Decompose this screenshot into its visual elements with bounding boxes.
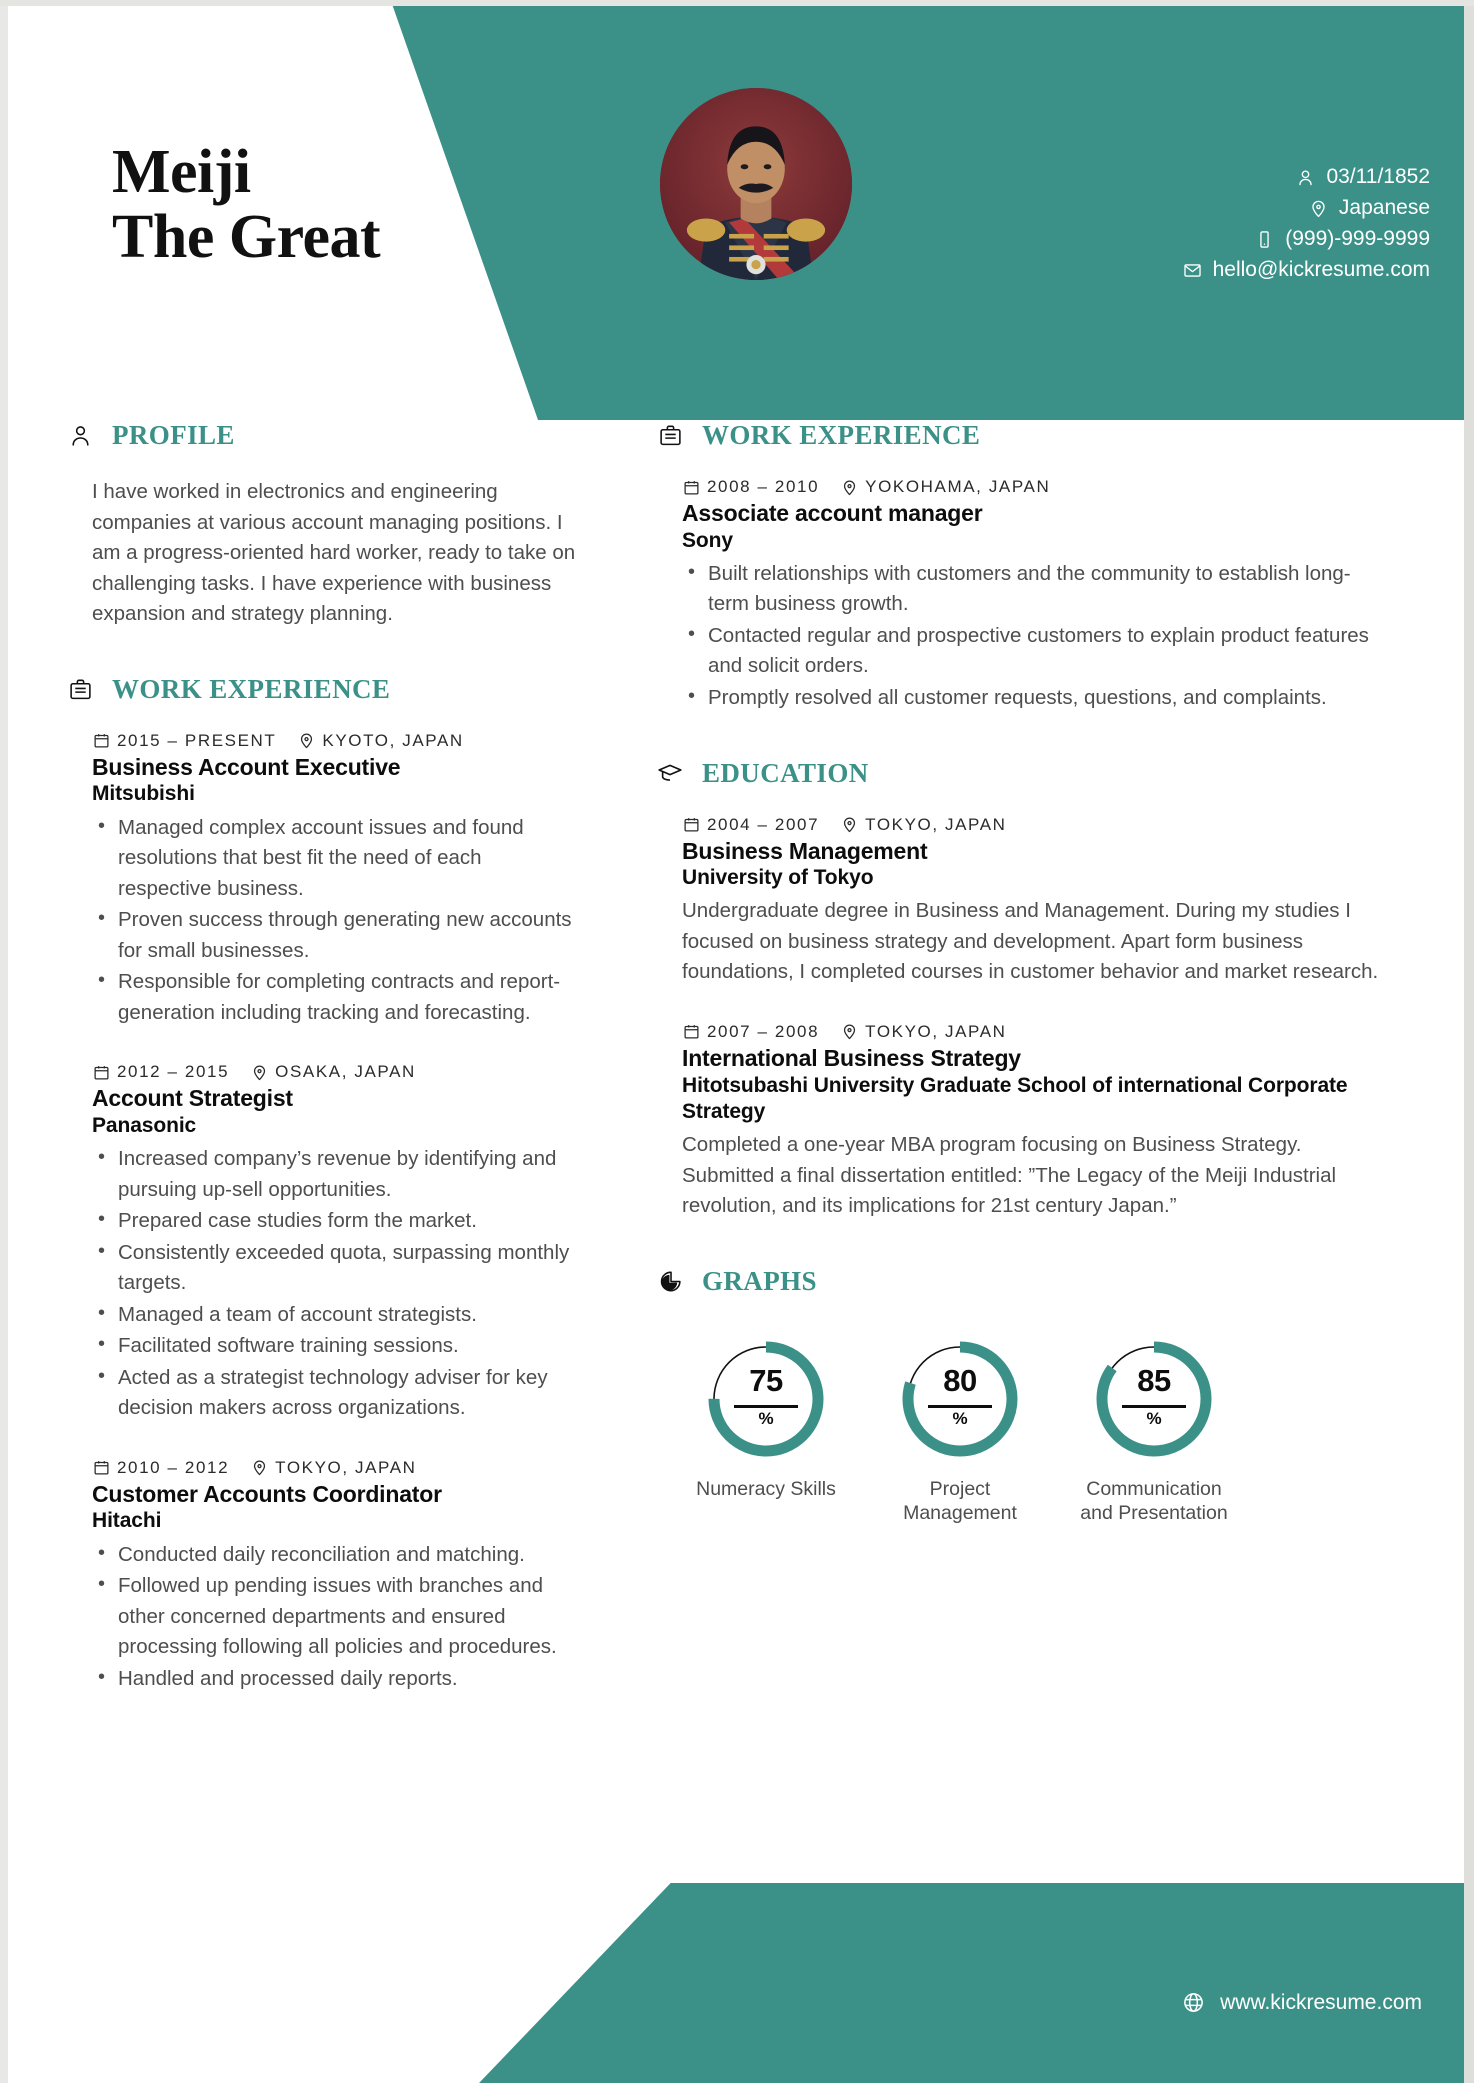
location-pin-icon <box>840 1023 858 1041</box>
work-entry-bullets <box>682 559 1390 714</box>
location-pin-icon <box>840 478 858 496</box>
list-item: • Acted as a strategist technology adviser for key decision makers across organizations. <box>92 1363 576 1424</box>
list-item: • Built relationships with customers and the community to establish long-term business growth. <box>682 559 1390 620</box>
section-graphs <box>656 1266 1390 1525</box>
donut-chart <box>898 1337 1022 1461</box>
graph-item <box>876 1337 1044 1525</box>
list-item: • Facilitated software training sessions. <box>92 1331 576 1362</box>
work-entry-role: Business Account Executive <box>92 753 401 780</box>
calendar-icon <box>682 816 700 834</box>
person-icon <box>66 422 94 450</box>
donut-chart <box>704 1337 828 1461</box>
donut-divider <box>1122 1405 1186 1408</box>
education-entry-dates: 2004 – 2007 <box>707 814 820 834</box>
work-entry-role: Account Strategist <box>92 1085 293 1112</box>
contact-email-value: hello@kickresume.com <box>1212 257 1430 281</box>
work-entry <box>656 477 1390 714</box>
work-entry <box>66 1062 576 1424</box>
resume-header <box>0 0 1474 420</box>
location-pin-icon <box>840 816 858 834</box>
section-heading-work-experience-left <box>66 674 576 705</box>
donut-divider <box>734 1405 798 1408</box>
contact-phone-value: (999)-999-9999 <box>1285 226 1430 250</box>
work-entry <box>66 1458 576 1695</box>
graph-label: Numeracy Skills <box>696 1477 836 1500</box>
page-edge-top <box>0 0 1474 6</box>
section-heading-graphs <box>656 1266 1390 1297</box>
education-entry-degree: Business Management <box>682 837 928 864</box>
contact-block <box>1182 162 1430 285</box>
section-title-education: EDUCATION <box>702 757 869 788</box>
calendar-icon <box>682 478 700 496</box>
footer-website-url: www.kickresume.com <box>1220 1991 1422 2014</box>
education-entry-meta <box>682 815 1390 835</box>
donut-value: 85 <box>1137 1362 1171 1398</box>
section-heading-work-experience-right <box>656 420 1390 451</box>
list-item: • Promptly resolved all customer requests, questions, and complaints. <box>682 683 1390 714</box>
contact-nationality-value: Japanese <box>1338 195 1430 219</box>
candidate-name <box>112 140 380 270</box>
page-edge-left <box>0 0 8 2083</box>
list-item: • Responsible for completing contracts and report-generation including tracking and forecasting. <box>92 967 576 1028</box>
briefcase-icon <box>66 675 94 703</box>
education-entry-location: TOKYO, JAPAN <box>865 814 1007 834</box>
graduation-cap-icon <box>656 759 684 787</box>
right-column <box>600 420 1474 1738</box>
work-entry <box>66 731 576 1029</box>
profile-text: I have worked in electronics and engineering companies at various account managing positions. I am a progress-oriented hard worker, ready to take on challenging tasks. I have experience with business expansion and strategy planning. <box>92 480 576 626</box>
work-entry-org: Sony <box>682 528 733 552</box>
education-entry <box>656 815 1390 988</box>
list-item: • Increased company’s revenue by identifying and pursuing up-sell opportunities. <box>92 1144 576 1205</box>
work-entry-meta <box>92 1458 576 1478</box>
work-entry-org: Hitachi <box>92 1509 162 1533</box>
work-entry-org: Mitsubishi <box>92 782 195 806</box>
work-entry-dates: 2010 – 2012 <box>117 1457 230 1477</box>
donut-unit: % <box>1146 1408 1162 1428</box>
location-pin-icon <box>297 732 315 750</box>
education-entry-school: Hitotsubashi University Graduate School of international Corporate Strategy <box>682 1073 1348 1123</box>
left-column <box>0 420 600 1738</box>
list-item: • Contacted regular and prospective customers to explain product features and solicit orders. <box>682 621 1390 682</box>
education-entry-description: Undergraduate degree in Business and Management. During my studies I focused on business strategy and development. Apart form business foundations, I completed courses in customer behavior and market research. <box>682 899 1379 984</box>
section-heading-profile <box>66 420 576 451</box>
calendar-icon <box>92 1459 110 1477</box>
section-title-work-experience-left: WORK EXPERIENCE <box>112 673 391 704</box>
contact-email[interactable] <box>1182 255 1430 286</box>
section-profile <box>66 420 576 630</box>
donut-value: 80 <box>943 1362 977 1398</box>
work-entry-bullets <box>92 1540 576 1695</box>
graph-item <box>1070 1337 1238 1525</box>
work-entry-bullets <box>92 1144 576 1424</box>
graphs-row <box>656 1323 1390 1525</box>
list-item: • Handled and processed daily reports. <box>92 1664 576 1695</box>
calendar-icon <box>682 1023 700 1041</box>
briefcase-icon <box>656 422 684 450</box>
graph-item <box>682 1337 850 1525</box>
education-entry-school: University of Tokyo <box>682 866 874 890</box>
first-name: Meiji <box>112 138 251 206</box>
education-entry-location: TOKYO, JAPAN <box>865 1021 1007 1041</box>
education-entry-dates: 2007 – 2008 <box>707 1021 820 1041</box>
section-title-profile: PROFILE <box>112 420 235 450</box>
contact-nationality <box>1182 193 1430 224</box>
location-pin-icon <box>250 1063 268 1081</box>
work-entry-meta <box>682 477 1390 497</box>
education-entry <box>656 1022 1390 1222</box>
work-entry-location: KYOTO, JAPAN <box>322 730 464 750</box>
phone-icon <box>1254 229 1275 250</box>
list-item: • Prepared case studies form the market. <box>92 1206 576 1237</box>
section-work-experience-left <box>66 674 576 1695</box>
work-entry-meta <box>92 731 576 751</box>
list-item: • Managed a team of account strategists. <box>92 1300 576 1331</box>
globe-icon <box>1182 1991 1206 2015</box>
list-item: • Proven success through generating new accounts for small businesses. <box>92 905 576 966</box>
resume-body <box>0 420 1474 1738</box>
location-pin-icon <box>250 1459 268 1477</box>
pie-chart-icon <box>656 1267 684 1295</box>
list-item: • Followed up pending issues with branches and other concerned departments and ensured processing following all policies and procedures. <box>92 1571 576 1663</box>
education-entry-description: Completed a one-year MBA program focusing on Business Strategy. Submitted a final dissertation entitled: ”The Legacy of the Meiji Industrial revolution, and its implications for 21st century Japan.” <box>682 1133 1337 1218</box>
section-title-graphs: GRAPHS <box>702 1265 817 1296</box>
location-pin-icon <box>1308 198 1329 219</box>
education-entry-meta <box>682 1022 1390 1042</box>
envelope-icon <box>1182 260 1203 281</box>
contact-birthdate <box>1182 162 1430 193</box>
work-entry-role: Customer Accounts Coordinator <box>92 1480 442 1507</box>
avatar <box>660 88 852 280</box>
education-entry-degree: International Business Strategy <box>682 1044 1021 1071</box>
donut-value: 75 <box>749 1362 783 1398</box>
contact-birthdate-value: 03/11/1852 <box>1326 165 1430 188</box>
last-name: The Great <box>112 203 381 272</box>
footer-website[interactable] <box>1182 1991 1422 2015</box>
calendar-icon <box>92 1063 110 1081</box>
page-edge-right <box>1464 0 1474 2083</box>
work-entry-location: OSAKA, JAPAN <box>275 1062 416 1082</box>
work-entry-dates: 2008 – 2010 <box>707 477 820 496</box>
donut-unit: % <box>952 1408 968 1428</box>
section-work-experience-right <box>656 420 1390 714</box>
list-item: • Consistently exceeded quota, surpassing monthly targets. <box>92 1238 576 1299</box>
work-entry-meta <box>92 1062 576 1082</box>
calendar-icon <box>92 732 110 750</box>
graph-label: Communication and Presentation <box>1080 1477 1228 1524</box>
work-entry-bullets <box>92 813 576 1029</box>
footer-teal-shape <box>0 1883 1474 2083</box>
work-entry-org: Panasonic <box>92 1113 197 1137</box>
graph-label: Project Management <box>903 1477 1017 1524</box>
list-item: • Conducted daily reconciliation and matching. <box>92 1540 576 1571</box>
list-item: • Managed complex account issues and found resolutions that best fit the need of each respective business. <box>92 813 576 905</box>
work-entry-role: Associate account manager <box>682 500 983 526</box>
person-icon <box>1295 167 1316 188</box>
donut-chart <box>1092 1337 1216 1461</box>
section-heading-education <box>656 758 1390 789</box>
section-title-work-experience-right: WORK EXPERIENCE <box>702 420 981 450</box>
section-education <box>656 758 1390 1222</box>
work-entry-location: TOKYO, JAPAN <box>275 1457 417 1477</box>
donut-divider <box>928 1405 992 1408</box>
work-entry-location: YOKOHAMA, JAPAN <box>865 477 1051 496</box>
work-entry-dates: 2012 – 2015 <box>117 1062 230 1082</box>
work-entry-dates: 2015 – PRESENT <box>117 730 277 750</box>
donut-unit: % <box>758 1408 774 1428</box>
contact-phone[interactable] <box>1182 224 1430 255</box>
